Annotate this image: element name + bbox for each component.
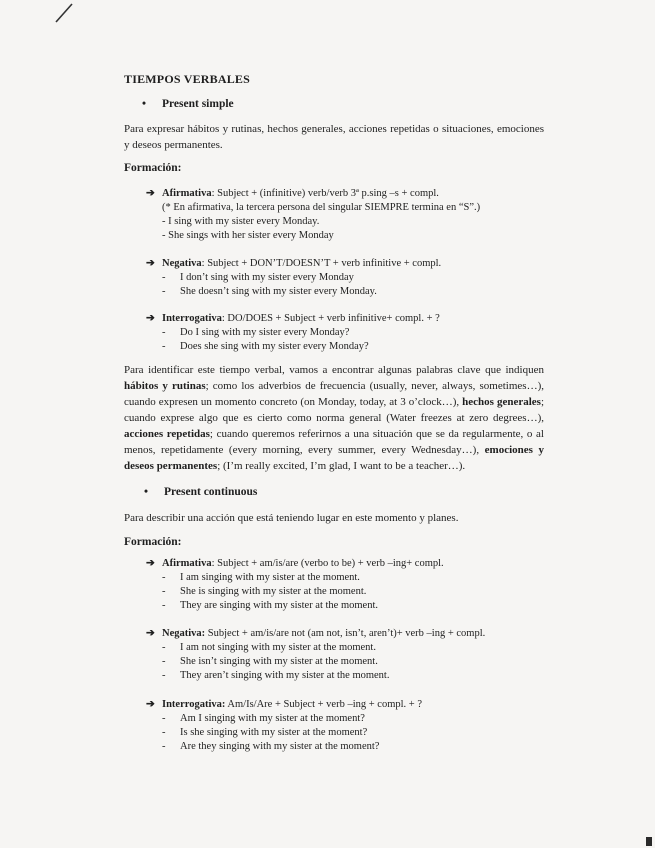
formula-text: : Subject + (infinitive) verb/verb 3ª p.sing –s + compl. <box>211 188 439 199</box>
example-line <box>162 655 378 669</box>
present-continuous-intro: Para describir una acción que está teniendo lugar en este momento y planes. <box>124 512 459 524</box>
present-simple-intro: Para expresar hábitos y rutinas, hechos generales, acciones repetidas o situaciones, emociones y deseos permanentes. <box>124 123 544 151</box>
example-line <box>162 271 354 285</box>
example-line <box>162 285 377 299</box>
keywords-paragraph <box>124 362 544 474</box>
paragraph-text: ; (I’m really excited, I’m glad, I want to be a teacher…). <box>217 460 466 472</box>
example-text: She isn’t singing with my sister at the moment. <box>180 656 378 667</box>
formula-label: Interrogativa: <box>162 699 226 710</box>
formula-text: : Subject + am/is/are (verbo to be) + verb –ing+ compl. <box>211 558 444 569</box>
example-text: Is she singing with my sister at the moment? <box>180 727 368 738</box>
example-text: Are they singing with my sister at the moment? <box>180 741 380 752</box>
dash-icon: - <box>162 713 166 724</box>
dash-icon: - <box>162 670 166 681</box>
keyword-emociones: emociones y deseos permanentes <box>124 444 545 472</box>
formula-label: Negativa: <box>162 628 206 639</box>
formula-text: : DO/DOES + Subject + verb infinitive+ compl. + ? <box>221 313 440 324</box>
dash-icon: - <box>162 727 166 738</box>
dash-icon: - <box>162 286 166 297</box>
example-text: I am singing with my sister at the moment. <box>180 572 360 583</box>
formula-label: Interrogativa <box>162 313 222 324</box>
example-line <box>162 599 378 613</box>
example-text: She doesn’t sing with my sister every Monday. <box>180 286 377 297</box>
scan-corner-mark <box>646 837 652 846</box>
dash-icon: - <box>162 216 166 227</box>
formula-label: Afirmativa <box>162 188 212 199</box>
keyword-habitos: hábitos y rutinas <box>124 380 206 392</box>
dash-icon: - <box>162 572 166 583</box>
section-heading-text: Present continuous <box>164 486 258 498</box>
arrow-icon: ➔ <box>146 558 155 569</box>
formula-text: : Subject + DON’T/DOESN’T + verb infinitive + compl. <box>201 258 442 269</box>
arrow-icon: ➔ <box>146 313 155 324</box>
arrow-icon: ➔ <box>146 628 155 639</box>
example-text: She sings with her sister every Monday <box>168 230 334 241</box>
section-heading-present-simple <box>142 98 234 110</box>
example-line <box>162 340 369 354</box>
formula-interrogativa <box>146 698 422 712</box>
afirmativa-note: (* En afirmativa, la tercera persona del singular SIEMPRE termina en “S”.) <box>162 202 481 213</box>
example-line <box>162 641 376 655</box>
paragraph-text: ; cuando queremos referirnos a una situación que se da regularmente, o al menos, repetidamente (every morning, every summer, every Wednesday…), <box>124 428 544 456</box>
dash-icon: - <box>162 656 166 667</box>
dash-icon: - <box>162 642 166 653</box>
example-text: Do I sing with my sister every Monday? <box>180 327 350 338</box>
formula-negativa <box>146 257 441 271</box>
example-text: She is singing with my sister at the moment. <box>180 586 367 597</box>
example-text: They aren’t singing with my sister at the moment. <box>180 670 390 681</box>
dash-icon: - <box>162 586 166 597</box>
arrow-icon: ➔ <box>146 699 155 710</box>
example-line <box>162 326 349 340</box>
formacion-label: Formación: <box>124 162 182 174</box>
dash-icon: - <box>162 600 166 611</box>
arrow-icon: ➔ <box>146 258 155 269</box>
example-line <box>162 229 334 243</box>
section-heading-present-continuous <box>144 486 257 498</box>
example-line <box>162 215 319 229</box>
example-line <box>162 726 367 740</box>
pen-stroke-mark <box>0 0 80 40</box>
dash-icon: - <box>162 341 166 352</box>
formula-afirmativa <box>146 557 444 571</box>
formula-negativa <box>146 627 485 641</box>
dash-icon: - <box>162 272 166 283</box>
example-line <box>162 712 365 726</box>
example-text: I am not singing with my sister at the moment. <box>180 642 376 653</box>
formula-text: Am/Is/Are + Subject + verb –ing + compl. + ? <box>225 699 422 710</box>
bullet-icon: • <box>142 98 147 110</box>
example-line <box>162 585 366 599</box>
example-text: I don’t sing with my sister every Monday <box>180 272 354 283</box>
paragraph-text: ; cuando exprese algo que es cierto como norma general (Water freezes at zero degrees…), <box>124 396 545 424</box>
example-text: They are singing with my sister at the moment. <box>180 600 379 611</box>
formula-label: Afirmativa <box>162 558 212 569</box>
dash-icon: - <box>162 741 166 752</box>
bullet-icon: • <box>144 486 149 498</box>
formula-text: Subject + am/is/are not (am not, isn’t, aren’t)+ verb –ing + compl. <box>205 628 486 639</box>
paragraph-text: Para identificar este tiempo verbal, vamos a encontrar algunas palabras clave que indiquen <box>124 364 544 376</box>
formacion-label: Formación: <box>124 536 182 548</box>
paragraph-text: ; como los adverbios de frecuencia (usually, never, always, sometimes…), cuando expresen un momento concreto (on Monday, today, at 3 o’clock…), <box>124 380 544 408</box>
example-line <box>162 669 389 683</box>
page-title: TIEMPOS VERBALES <box>124 72 251 86</box>
keyword-hechos: hechos generales <box>462 396 541 408</box>
arrow-icon: ➔ <box>146 188 155 199</box>
example-line <box>162 571 360 585</box>
dash-icon: - <box>162 230 166 241</box>
example-text: Does she sing with my sister every Monday? <box>180 341 369 352</box>
keyword-acciones: acciones repetidas <box>124 428 210 440</box>
formula-afirmativa <box>146 187 439 201</box>
example-line <box>162 740 379 754</box>
section-heading-text: Present simple <box>162 98 234 110</box>
formula-label: Negativa <box>162 258 202 269</box>
example-text: Am I singing with my sister at the moment? <box>180 713 365 724</box>
example-text: I sing with my sister every Monday. <box>168 216 320 227</box>
formula-interrogativa <box>146 312 440 326</box>
dash-icon: - <box>162 327 166 338</box>
